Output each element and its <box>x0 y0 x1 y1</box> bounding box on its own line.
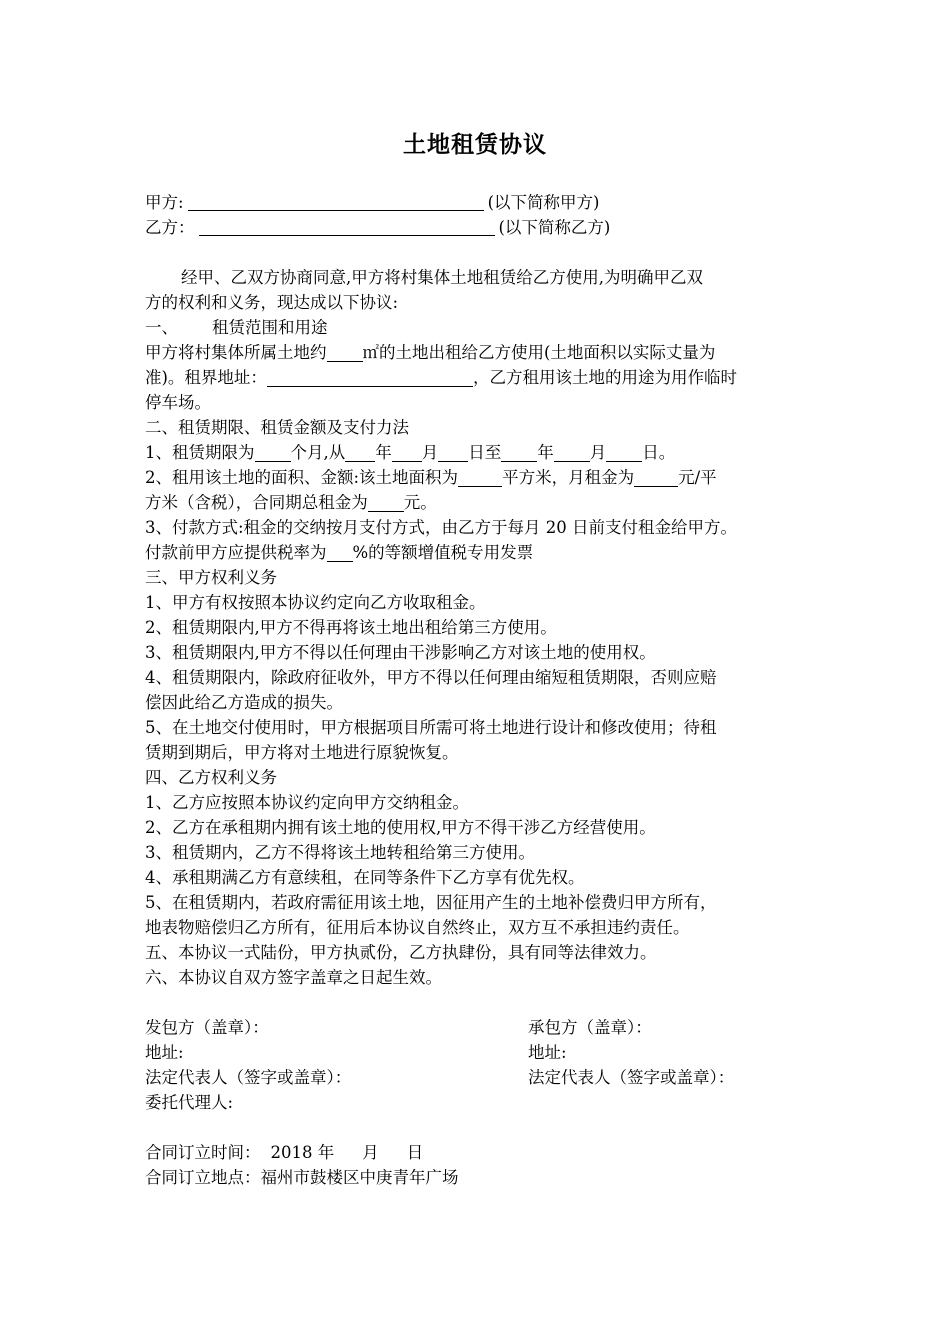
text-span: 平方米，月租金为 <box>502 468 635 487</box>
lessor-address-label: 地址: <box>145 1043 184 1062</box>
section-6: 六、本协议自双方签字盖章之日起生效。 <box>145 968 442 987</box>
blank <box>345 443 375 462</box>
section-3-item-4-line-2: 偿因此给乙方造成的损失。 <box>145 693 343 712</box>
text-span: 年 <box>537 443 554 462</box>
section-3-item-3: 3、租赁期限内,甲方不得以任何理由干涉影响乙方对该土地的使用权。 <box>145 643 656 662</box>
section-2-item-1 <box>145 441 675 466</box>
section-4-heading: 四、乙方权利义务 <box>145 768 277 787</box>
address-blank <box>267 368 473 387</box>
text-span: 2、租用该土地的面积、金额:该土地面积为 <box>145 468 459 487</box>
text-span: 月 <box>589 443 607 462</box>
contract-date-line <box>145 1141 423 1166</box>
date-year: 2018 年 <box>270 1143 335 1162</box>
text-span: 日至 <box>468 443 502 462</box>
blank <box>606 443 642 462</box>
party-b-line <box>145 216 610 241</box>
text-span: %的等额增值税专用发票 <box>352 543 534 562</box>
section-2-item-2-line-1 <box>145 466 717 491</box>
section-3-item-5-line-2: 赁期到期后，甲方将对土地进行原貌恢复。 <box>145 743 459 762</box>
tax-rate-blank <box>327 543 353 562</box>
section-4-item-1: 1、乙方应按照本协议约定向甲方交纳租金。 <box>145 793 469 812</box>
party-b-blank <box>199 217 495 236</box>
party-b-note: (以下简称乙方) <box>498 218 611 237</box>
text-span: 准)。租界地址： <box>145 368 267 387</box>
section-2-item-3-line-1: 3、付款方式:租金的交纳按月支付方式，由乙方于每月 20 日前支付租金给甲方。 <box>145 518 738 537</box>
text-span: ㎡的土地出租给乙方使用(土地面积以实际丈量为 <box>362 343 716 362</box>
blank <box>554 443 590 462</box>
section-3-item-2: 2、租赁期限内,甲方不得再将该土地出租给第三方使用。 <box>145 618 557 637</box>
text-span: 甲方将村集体所属土地约 <box>145 343 327 362</box>
lessor-agent-label: 委托代理人: <box>145 1093 234 1112</box>
section-3-item-4-line-1: 4、租赁期限内，除政府征收外，甲方不得以任何理由缩短租赁期限，否则应赔 <box>145 668 717 687</box>
text-span: 月 <box>421 443 439 462</box>
date-day: 日 <box>406 1143 424 1162</box>
text-span: 年 <box>375 443 392 462</box>
months-blank <box>255 443 291 462</box>
text-span: ，乙方租用该土地的用途为用作临时 <box>472 368 737 387</box>
section-3-heading: 三、甲方权利义务 <box>145 568 277 587</box>
rent-blank <box>634 468 678 487</box>
lessor-legal-rep-label: 法定代表人（签字或盖章）： <box>145 1068 352 1087</box>
blank <box>438 443 468 462</box>
text-span: 元。 <box>403 493 437 512</box>
date-label: 合同订立时间： <box>145 1143 261 1162</box>
section-1-para-line-3: 停车场。 <box>145 393 211 412</box>
party-a-line <box>145 191 599 216</box>
section-1-para-line-1 <box>145 341 715 366</box>
date-month: 月 <box>362 1143 379 1162</box>
section-5: 五、本协议一式陆份，甲方执贰份，乙方执肆份，具有同等法律效力。 <box>145 943 657 962</box>
text-span: 元/平 <box>678 468 717 487</box>
section-2-item-3-line-2 <box>145 541 533 566</box>
party-b-label: 乙方： <box>145 218 195 237</box>
contract-place-line: 合同订立地点：福州市鼓楼区中庚青年广场 <box>145 1168 459 1187</box>
lessee-legal-rep-label: 法定代表人（签字或盖章）： <box>528 1068 735 1087</box>
section-1-title: 租赁范围和用途 <box>212 318 328 337</box>
section-1-para-line-2 <box>145 366 737 391</box>
total-rent-blank <box>368 493 404 512</box>
lessor-seal-label: 发包方（盖章）： <box>145 1018 269 1037</box>
section-1-number: 一、 <box>145 318 178 337</box>
text-span: 日。 <box>642 443 676 462</box>
section-4-item-2: 2、乙方在承租期内拥有该土地的使用权,甲方不得干涉乙方经营使用。 <box>145 818 656 837</box>
party-a-blank <box>188 192 484 211</box>
lessee-seal-label: 承包方（盖章）： <box>528 1018 652 1037</box>
party-a-label: 甲方: <box>145 193 184 212</box>
intro-line-1: 经甲、乙双方协商同意,甲方将村集体土地租赁给乙方使用,为明确甲乙双 <box>181 268 703 287</box>
section-4-item-4: 4、承租期满乙方有意续租，在同等条件下乙方享有优先权。 <box>145 868 585 887</box>
blank <box>392 443 422 462</box>
intro-line-2: 方的权利和义务，现达成以下协议: <box>145 293 399 312</box>
area-blank <box>327 343 363 362</box>
section-3-item-5-line-1: 5、在土地交付使用时，甲方根据项目所需可将土地进行设计和修改使用；待租 <box>145 718 717 737</box>
text-span: 方米（含税），合同期总租金为 <box>145 493 368 512</box>
section-1-heading <box>145 316 328 341</box>
section-4-item-5-line-1: 5、在租赁期内，若政府需征用该土地，因征用产生的土地补偿费归甲方所有， <box>145 893 717 912</box>
lessee-address-label: 地址: <box>528 1043 567 1062</box>
text-span: 付款前甲方应提供税率为 <box>145 543 327 562</box>
text-span: 个月,从 <box>290 443 346 462</box>
section-2-item-2-line-2 <box>145 491 437 516</box>
section-4-item-3: 3、租赁期内，乙方不得将该土地转租给第三方使用。 <box>145 843 535 862</box>
section-4-item-5-line-2: 地表物赔偿归乙方所有，征用后本协议自然终止，双方互不承担违约责任。 <box>145 918 690 937</box>
section-3-item-1: 1、甲方有权按照本协议约定向乙方收取租金。 <box>145 593 486 612</box>
area-sqm-blank <box>458 468 502 487</box>
section-2-heading: 二、租赁期限、租赁金额及支付力法 <box>145 418 409 437</box>
document-title: 土地租赁协议 <box>403 131 547 158</box>
text-span: 1、租赁期限为 <box>145 443 255 462</box>
blank <box>501 443 537 462</box>
party-a-note: (以下简称甲方) <box>487 193 600 212</box>
